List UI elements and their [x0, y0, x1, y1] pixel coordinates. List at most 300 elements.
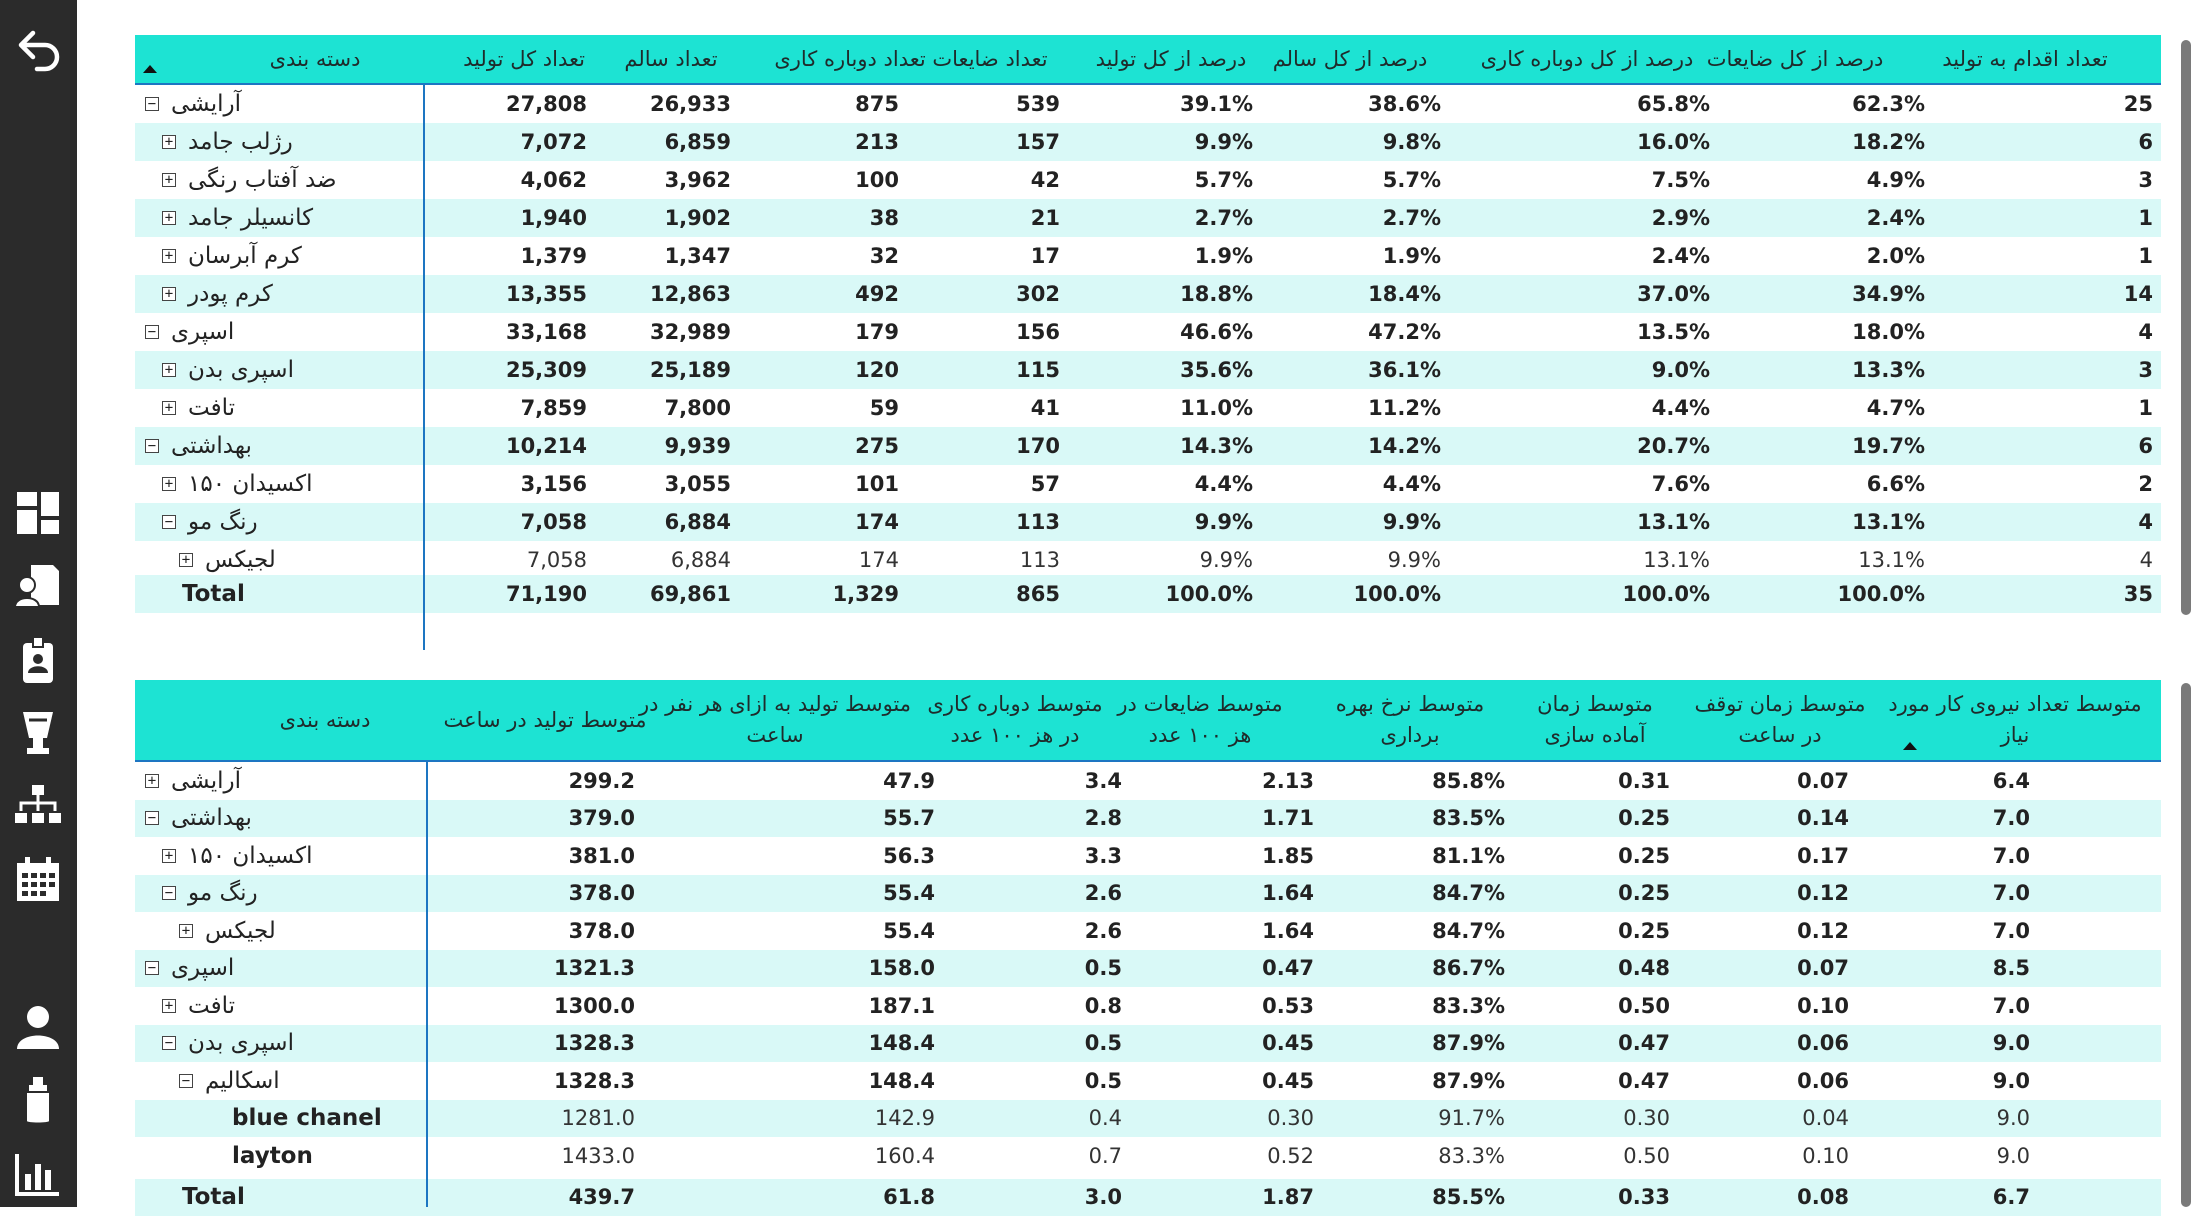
- value-cell: 0.12: [135, 875, 1849, 913]
- value-cell: 25,189: [135, 351, 731, 389]
- value-cell: 0.10: [135, 987, 1849, 1025]
- value-cell: 160.4: [135, 1137, 935, 1175]
- value-cell: 47.2%: [135, 313, 1441, 351]
- value-cell: 875: [135, 85, 899, 123]
- value-cell: 2.0%: [135, 237, 1925, 275]
- table-row[interactable]: [135, 351, 2161, 389]
- category-label: تافت: [188, 993, 235, 1019]
- value-cell: 492: [135, 275, 899, 313]
- value-cell: 1.64: [135, 912, 1314, 950]
- value-cell: 0.07: [135, 762, 1849, 800]
- value-cell: 0.4: [135, 1100, 1122, 1138]
- value-cell: 13,355: [135, 275, 587, 313]
- value-cell: 1321.3: [135, 950, 635, 988]
- table-row[interactable]: [135, 912, 2161, 950]
- category-label: Total: [182, 581, 245, 607]
- table-row[interactable]: [135, 389, 2161, 427]
- column-header-9[interactable]: تعداد اقدام به تولید: [1895, 35, 2155, 83]
- badge-icon[interactable]: [8, 630, 68, 690]
- value-cell: 3.3: [135, 837, 1122, 875]
- value-cell: 378.0: [135, 875, 635, 913]
- value-cell: 100.0%: [135, 575, 1441, 613]
- column-header-8[interactable]: درصد از کل ضایعات: [1695, 35, 1895, 83]
- org-chart-icon[interactable]: [8, 776, 68, 836]
- value-cell: 3,055: [135, 465, 731, 503]
- value-cell: 4.4%: [135, 465, 1253, 503]
- value-cell: 69,861: [135, 575, 731, 613]
- table-row[interactable]: [135, 1025, 2161, 1063]
- value-cell: 4,062: [135, 161, 587, 199]
- value-cell: 1,329: [135, 575, 899, 613]
- value-cell: 0.25: [135, 800, 1670, 838]
- value-cell: 1,347: [135, 237, 731, 275]
- value-cell: 3: [135, 161, 2153, 199]
- table-row[interactable]: [135, 465, 2161, 503]
- table-row[interactable]: [135, 503, 2161, 541]
- table2-scrollbar[interactable]: [2181, 683, 2191, 1207]
- value-cell: 87.9%: [135, 1025, 1505, 1063]
- value-cell: 0.25: [135, 912, 1670, 950]
- value-cell: 84.7%: [135, 875, 1505, 913]
- table-row[interactable]: [135, 875, 2161, 913]
- expand-icon[interactable]: +: [162, 477, 176, 491]
- value-cell: 6.4: [135, 762, 2030, 800]
- value-cell: 12,863: [135, 275, 731, 313]
- value-cell: 55.7: [135, 800, 935, 838]
- value-cell: 9.0: [135, 1025, 2030, 1063]
- value-cell: 65.8%: [135, 85, 1710, 123]
- value-cell: 1300.0: [135, 987, 635, 1025]
- value-cell: 87.9%: [135, 1062, 1505, 1100]
- back-icon[interactable]: [8, 18, 68, 78]
- table-row[interactable]: [135, 161, 2161, 199]
- category-label: کانسیلر جامد: [188, 205, 313, 231]
- table-row[interactable]: [135, 313, 2161, 351]
- collapse-icon[interactable]: −: [162, 1036, 176, 1050]
- value-cell: 0.5: [135, 1062, 1122, 1100]
- value-cell: 25,309: [135, 351, 587, 389]
- value-cell: 9.9%: [135, 503, 1441, 541]
- value-cell: 9.9%: [135, 541, 1253, 579]
- sort-indicator[interactable]: [1903, 742, 1917, 750]
- value-cell: 4: [135, 541, 2153, 579]
- value-cell: 57: [135, 465, 1060, 503]
- report-icon[interactable]: [8, 556, 68, 616]
- row-header-divider: [423, 85, 425, 650]
- value-cell: 0.50: [135, 987, 1670, 1025]
- value-cell: 16.0%: [135, 123, 1710, 161]
- value-cell: 100.0%: [135, 575, 1253, 613]
- value-cell: 81.1%: [135, 837, 1505, 875]
- value-cell: 17: [135, 237, 1060, 275]
- table-row[interactable]: [135, 541, 2161, 579]
- value-cell: 7.0: [135, 987, 2030, 1025]
- table-row[interactable]: [135, 1137, 2161, 1175]
- category-label: اسپری: [171, 955, 234, 981]
- category-label: اسپری بدن: [188, 1030, 294, 1056]
- value-cell: 3.4: [135, 762, 1122, 800]
- category-label: اسپری: [171, 319, 234, 345]
- value-cell: 18.8%: [135, 275, 1253, 313]
- value-cell: 59: [135, 389, 899, 427]
- value-cell: 113: [135, 541, 1060, 579]
- value-cell: 1,940: [135, 199, 587, 237]
- value-cell: 9.9%: [135, 123, 1253, 161]
- value-cell: 0.30: [135, 1100, 1314, 1138]
- value-cell: 7,800: [135, 389, 731, 427]
- value-cell: 1328.3: [135, 1062, 635, 1100]
- value-cell: 0.8: [135, 987, 1122, 1025]
- glass-icon[interactable]: [8, 703, 68, 763]
- value-cell: 157: [135, 123, 1060, 161]
- expand-icon[interactable]: +: [162, 401, 176, 415]
- value-cell: 0.47: [135, 1025, 1670, 1063]
- value-cell: 37.0%: [135, 275, 1710, 313]
- column-header-4[interactable]: متوسط ضایعات در هز ۱۰۰ عدد: [1115, 680, 1285, 760]
- value-cell: 14.3%: [135, 427, 1253, 465]
- collapse-icon[interactable]: −: [145, 961, 159, 975]
- column-header-0[interactable]: دسته بندی: [215, 35, 415, 83]
- category-label: اکسیدان ۱۵۰: [188, 471, 313, 497]
- table-row[interactable]: [135, 762, 2161, 800]
- table-header: [135, 680, 2161, 762]
- value-cell: 2.9%: [135, 199, 1710, 237]
- category-label: کرم آبرسان: [188, 243, 302, 269]
- category-label: blue chanel: [232, 1105, 382, 1131]
- value-cell: 1.9%: [135, 237, 1441, 275]
- value-cell: 3,156: [135, 465, 587, 503]
- value-cell: 83.3%: [135, 1137, 1505, 1175]
- value-cell: 9,939: [135, 427, 731, 465]
- value-cell: 5.7%: [135, 161, 1441, 199]
- value-cell: 100.0%: [135, 575, 1925, 613]
- value-cell: 148.4: [135, 1062, 935, 1100]
- value-cell: 84.7%: [135, 912, 1505, 950]
- value-cell: 6,884: [135, 541, 731, 579]
- expand-icon[interactable]: +: [179, 553, 193, 567]
- value-cell: 9.9%: [135, 541, 1441, 579]
- column-header-6[interactable]: متوسط زمان آماده سازی: [1515, 680, 1675, 760]
- sort-indicator[interactable]: [143, 65, 157, 73]
- expand-icon[interactable]: +: [162, 135, 176, 149]
- value-cell: 2.7%: [135, 199, 1253, 237]
- value-cell: 0.5: [135, 950, 1122, 988]
- value-cell: 6,884: [135, 503, 731, 541]
- expand-icon[interactable]: +: [162, 999, 176, 1013]
- category-label: رنگ مو: [188, 509, 258, 535]
- table-row[interactable]: [135, 123, 2161, 161]
- value-cell: 38: [135, 199, 899, 237]
- column-header-5[interactable]: متوسط نرخ بهره برداری: [1315, 680, 1505, 760]
- value-cell: 7,859: [135, 389, 587, 427]
- value-cell: 2.4%: [135, 199, 1925, 237]
- category-label: Total: [182, 1184, 245, 1210]
- value-cell: 1,902: [135, 199, 731, 237]
- value-cell: 170: [135, 427, 1060, 465]
- value-cell: 0.12: [135, 912, 1849, 950]
- table-row[interactable]: [135, 427, 2161, 465]
- value-cell: 1: [135, 237, 2153, 275]
- value-cell: 8.5: [135, 950, 2030, 988]
- value-cell: 13.1%: [135, 503, 1925, 541]
- value-cell: 439.7: [135, 1179, 635, 1216]
- matrix-table-production-counts: [135, 35, 2161, 620]
- value-cell: 7.5%: [135, 161, 1710, 199]
- value-cell: 299.2: [135, 762, 635, 800]
- value-cell: 0.17: [135, 837, 1849, 875]
- table-row[interactable]: [135, 950, 2161, 988]
- value-cell: 0.06: [135, 1025, 1849, 1063]
- matrix-table-averages: [135, 680, 2161, 1207]
- value-cell: 1433.0: [135, 1137, 635, 1175]
- value-cell: 158.0: [135, 950, 935, 988]
- value-cell: 91.7%: [135, 1100, 1505, 1138]
- value-cell: 11.0%: [135, 389, 1253, 427]
- value-cell: 142.9: [135, 1100, 935, 1138]
- value-cell: 13.5%: [135, 313, 1710, 351]
- value-cell: 9.9%: [135, 503, 1253, 541]
- category-label: اسپری بدن: [188, 357, 294, 383]
- collapse-icon[interactable]: −: [145, 439, 159, 453]
- category-label: اسکالیم: [205, 1068, 280, 1094]
- column-header-5[interactable]: درصد از کل تولید: [1071, 35, 1271, 83]
- value-cell: 302: [135, 275, 1060, 313]
- value-cell: 0.48: [135, 950, 1670, 988]
- value-cell: 0.5: [135, 1025, 1122, 1063]
- value-cell: 2.8: [135, 800, 1122, 838]
- value-cell: 55.4: [135, 875, 935, 913]
- dashboard-icon[interactable]: [8, 483, 68, 543]
- value-cell: 4: [135, 503, 2153, 541]
- value-cell: 0.52: [135, 1137, 1314, 1175]
- column-header-7[interactable]: متوسط زمان توقف در ساعت: [1685, 680, 1875, 760]
- category-label: بهداشتی: [171, 805, 252, 831]
- value-cell: 0.7: [135, 1137, 1122, 1175]
- value-cell: 32: [135, 237, 899, 275]
- value-cell: 187.1: [135, 987, 935, 1025]
- value-cell: 0.31: [135, 762, 1670, 800]
- value-cell: 6: [135, 123, 2153, 161]
- value-cell: 6,859: [135, 123, 731, 161]
- value-cell: 3,962: [135, 161, 731, 199]
- value-cell: 113: [135, 503, 1060, 541]
- value-cell: 41: [135, 389, 1060, 427]
- value-cell: 38.6%: [135, 85, 1441, 123]
- value-cell: 32,989: [135, 313, 731, 351]
- value-cell: 120: [135, 351, 899, 389]
- column-header-6[interactable]: درصد از کل سالم: [1255, 35, 1445, 83]
- value-cell: 2.13: [135, 762, 1314, 800]
- value-cell: 0.04: [135, 1100, 1849, 1138]
- value-cell: 3: [135, 351, 2153, 389]
- value-cell: 2.6: [135, 875, 1122, 913]
- value-cell: 7,072: [135, 123, 587, 161]
- value-cell: 0.25: [135, 875, 1670, 913]
- category-label: آرایشی: [171, 768, 241, 794]
- value-cell: 26,933: [135, 85, 731, 123]
- value-cell: 0.33: [135, 1179, 1670, 1216]
- value-cell: 1.87: [135, 1179, 1314, 1216]
- value-cell: 34.9%: [135, 275, 1925, 313]
- value-cell: 35: [135, 575, 2153, 613]
- column-header-3[interactable]: متوسط دوباره کاری در هز ۱۰۰ عدد: [925, 680, 1105, 760]
- value-cell: 6: [135, 427, 2153, 465]
- value-cell: 174: [135, 503, 899, 541]
- value-cell: 539: [135, 85, 1060, 123]
- value-cell: 101: [135, 465, 899, 503]
- value-cell: 4.4%: [135, 465, 1441, 503]
- table-row[interactable]: [135, 987, 2161, 1025]
- value-cell: 213: [135, 123, 899, 161]
- value-cell: 4: [135, 313, 2153, 351]
- collapse-icon[interactable]: −: [145, 325, 159, 339]
- value-cell: 42: [135, 161, 1060, 199]
- collapse-icon[interactable]: −: [145, 97, 159, 111]
- expand-icon[interactable]: +: [145, 774, 159, 788]
- value-cell: 2.4%: [135, 237, 1710, 275]
- value-cell: 379.0: [135, 800, 635, 838]
- category-label: کرم پودر: [188, 281, 273, 307]
- value-cell: 1281.0: [135, 1100, 635, 1138]
- value-cell: 83.3%: [135, 987, 1505, 1025]
- bottle-icon[interactable]: [8, 1070, 68, 1130]
- value-cell: 2.7%: [135, 199, 1441, 237]
- value-cell: 7.6%: [135, 465, 1710, 503]
- table-header: [135, 35, 2161, 85]
- value-cell: 19.7%: [135, 427, 1925, 465]
- value-cell: 0.45: [135, 1062, 1314, 1100]
- value-cell: 1.9%: [135, 237, 1253, 275]
- table-row[interactable]: [135, 1062, 2161, 1100]
- value-cell: 9.0%: [135, 351, 1710, 389]
- value-cell: 0.47: [135, 950, 1314, 988]
- value-cell: 39.1%: [135, 85, 1253, 123]
- column-header-4[interactable]: تعداد ضایعات: [915, 35, 1065, 83]
- value-cell: 47.9: [135, 762, 935, 800]
- value-cell: 83.5%: [135, 800, 1505, 838]
- total-row[interactable]: [135, 575, 2161, 613]
- value-cell: 11.2%: [135, 389, 1441, 427]
- value-cell: 378.0: [135, 912, 635, 950]
- value-cell: 100.0%: [135, 575, 1710, 613]
- row-header-divider: [426, 762, 428, 1207]
- table-row[interactable]: [135, 800, 2161, 838]
- chart-icon[interactable]: [8, 1143, 68, 1203]
- value-cell: 7.0: [135, 912, 2030, 950]
- table-row[interactable]: [135, 199, 2161, 237]
- value-cell: 156: [135, 313, 1060, 351]
- column-header-2[interactable]: متوسط تولید به ازای هر نفر در ساعت: [635, 680, 915, 760]
- table-row[interactable]: [135, 837, 2161, 875]
- column-header-3[interactable]: تعداد دوباره کاری: [735, 35, 965, 83]
- user-icon[interactable]: [8, 996, 68, 1056]
- column-header-1[interactable]: متوسط تولید در ساعت: [425, 680, 665, 760]
- expand-icon[interactable]: +: [162, 287, 176, 301]
- expand-icon[interactable]: +: [162, 849, 176, 863]
- category-label: تافت: [188, 395, 235, 421]
- value-cell: 275: [135, 427, 899, 465]
- column-header-1[interactable]: تعداد کل تولید: [431, 35, 617, 83]
- tm-icon[interactable]: [8, 923, 68, 983]
- table-row[interactable]: [135, 275, 2161, 313]
- value-cell: 0.08: [135, 1179, 1849, 1216]
- value-cell: 100: [135, 161, 899, 199]
- value-cell: 6.7: [135, 1179, 2030, 1216]
- value-cell: 0.10: [135, 1137, 1849, 1175]
- value-cell: 13.3%: [135, 351, 1925, 389]
- value-cell: 56.3: [135, 837, 935, 875]
- category-label: ضد آفتاب رنگی: [188, 167, 337, 193]
- column-header-7[interactable]: درصد از کل دوباره کاری: [1447, 35, 1727, 83]
- expand-icon[interactable]: +: [162, 173, 176, 187]
- value-cell: 9.0: [135, 1100, 2030, 1138]
- value-cell: 55.4: [135, 912, 935, 950]
- table-row[interactable]: [135, 1100, 2161, 1138]
- collapse-icon[interactable]: −: [162, 886, 176, 900]
- value-cell: 1328.3: [135, 1025, 635, 1063]
- table-row[interactable]: [135, 85, 2161, 123]
- value-cell: 7.0: [135, 837, 2030, 875]
- expand-icon[interactable]: +: [179, 924, 193, 938]
- table-row[interactable]: [135, 237, 2161, 275]
- calendar-icon[interactable]: [8, 850, 68, 910]
- value-cell: 1.85: [135, 837, 1314, 875]
- collapse-icon[interactable]: −: [145, 811, 159, 825]
- column-header-0[interactable]: دسته بندی: [225, 680, 425, 760]
- value-cell: 18.0%: [135, 313, 1925, 351]
- collapse-icon[interactable]: −: [179, 1074, 193, 1088]
- expand-icon[interactable]: +: [162, 211, 176, 225]
- value-cell: 0.07: [135, 950, 1849, 988]
- value-cell: 7,058: [135, 541, 587, 579]
- expand-icon[interactable]: +: [162, 249, 176, 263]
- category-label: اکسیدان ۱۵۰: [188, 843, 313, 869]
- value-cell: 71,190: [135, 575, 587, 613]
- total-row[interactable]: [135, 1179, 2161, 1216]
- value-cell: 7,058: [135, 503, 587, 541]
- value-cell: 85.5%: [135, 1179, 1505, 1216]
- value-cell: 0.50: [135, 1137, 1670, 1175]
- value-cell: 14: [135, 275, 2153, 313]
- value-cell: 14.2%: [135, 427, 1441, 465]
- value-cell: 1.64: [135, 875, 1314, 913]
- table1-scrollbar[interactable]: [2181, 40, 2191, 615]
- column-header-2[interactable]: تعداد سالم: [593, 35, 749, 83]
- value-cell: 9.0: [135, 1062, 2030, 1100]
- category-label: لجیکس: [205, 547, 276, 573]
- value-cell: 46.6%: [135, 313, 1253, 351]
- value-cell: 1: [135, 389, 2153, 427]
- category-label: layton: [232, 1143, 313, 1169]
- value-cell: 20.7%: [135, 427, 1710, 465]
- value-cell: 9.8%: [135, 123, 1441, 161]
- value-cell: 36.1%: [135, 351, 1441, 389]
- value-cell: 13.1%: [135, 541, 1925, 579]
- value-cell: 5.7%: [135, 161, 1253, 199]
- value-cell: 35.6%: [135, 351, 1253, 389]
- collapse-icon[interactable]: −: [162, 515, 176, 529]
- value-cell: 0.47: [135, 1062, 1670, 1100]
- value-cell: 18.4%: [135, 275, 1441, 313]
- value-cell: 7.0: [135, 800, 2030, 838]
- category-label: بهداشتی: [171, 433, 252, 459]
- expand-icon[interactable]: +: [162, 363, 176, 377]
- value-cell: 1.71: [135, 800, 1314, 838]
- column-header-8[interactable]: متوسط تعداد نیروی کار مورد نیاز: [1885, 680, 2145, 760]
- value-cell: 85.8%: [135, 762, 1505, 800]
- value-cell: 0.45: [135, 1025, 1314, 1063]
- value-cell: 27,808: [135, 85, 587, 123]
